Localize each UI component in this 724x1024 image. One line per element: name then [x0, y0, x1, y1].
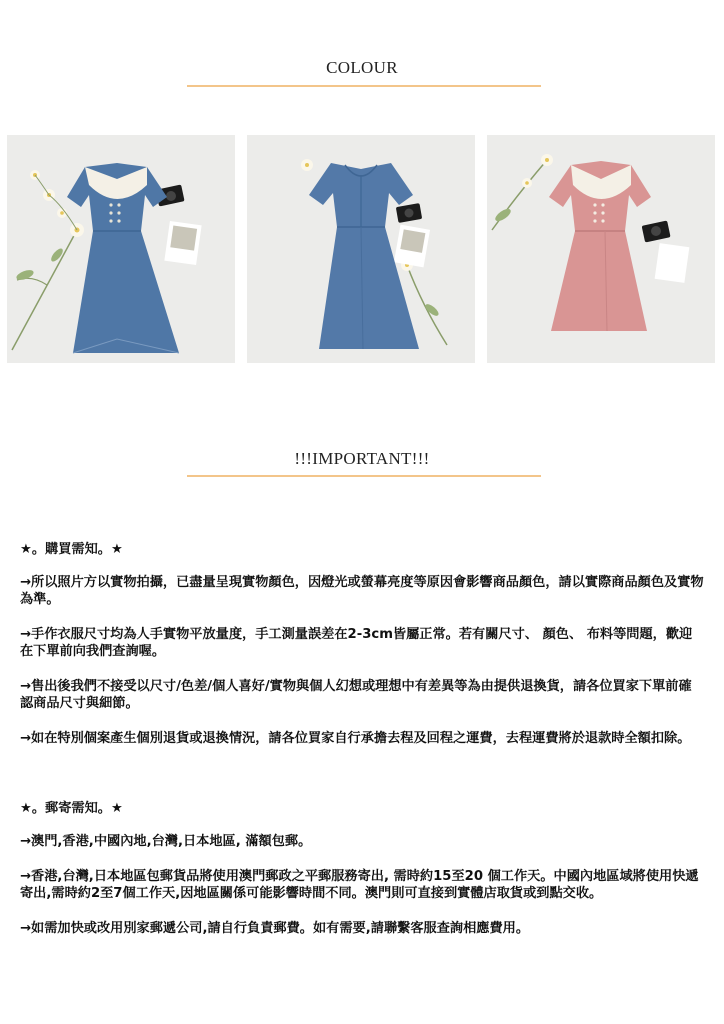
purchase-notice-item: →如在特別個案產生個別退貨或退換情況，請各位買家自行承擔去程及回程之運費，去程運費將於退款時全額扣除。	[20, 731, 691, 746]
colour-title: COLOUR	[326, 58, 398, 77]
shipping-notice	[20, 800, 704, 937]
product-photo-pink-front[interactable]	[487, 135, 715, 363]
shipping-notice-item: →香港,台灣,日本地區包郵貨品將使用澳門郵政之平郵服務寄出, 需時約15至20 個工作天。中國內地區域將使用快遞寄出,需時約2至7個工作天,因地區關係可能影響時間不同。澳門則可直接到實體店取貨或到點交收。	[20, 869, 699, 901]
purchase-notice	[20, 541, 704, 747]
important-divider	[187, 475, 541, 477]
shipping-notice-heading: ★。郵寄需知。★	[20, 801, 123, 816]
product-photo-blue-back[interactable]	[247, 135, 475, 363]
colour-divider	[187, 85, 541, 87]
important-title: !!!IMPORTANT!!!	[294, 449, 430, 468]
photo-card-icon	[655, 243, 690, 283]
purchase-notice-item: →所以照片方以實物拍攝，已盡量呈現實物顏色，因燈光或螢幕亮度等原因會影響商品顏色，請以實際商品顏色及實物為準。	[20, 575, 704, 607]
photo-card-icon	[164, 221, 201, 265]
dress-blue-back-image	[247, 135, 475, 363]
purchase-notice-heading: ★。購買需知。★	[20, 542, 123, 557]
purchase-notice-item: →手作衣服尺寸均為人手實物平放量度，手工測量誤差在2-3cm皆屬正常。若有關尺寸、 顏色、 布料等問題，歡迎在下單前向我們查詢喔。	[20, 627, 693, 659]
purchase-notice-item: →售出後我們不接受以尺寸/色差/個人喜好/實物與個人幻想或理想中有差異等為由提供退換貨，請各位買家下單前確認商品尺寸與細節。	[20, 679, 692, 711]
shipping-notice-item: →澳門,香港,中國內地,台灣,日本地區, 滿額包郵。	[20, 834, 312, 849]
product-photo-blue-front[interactable]	[7, 135, 235, 363]
dress-pink-front-image	[487, 135, 715, 363]
shipping-notice-item: →如需加快或改用別家郵遞公司,請自行負責郵費。如有需要,請聯繫客服查詢相應費用。	[20, 921, 530, 936]
dress-blue-front-image	[7, 135, 235, 363]
